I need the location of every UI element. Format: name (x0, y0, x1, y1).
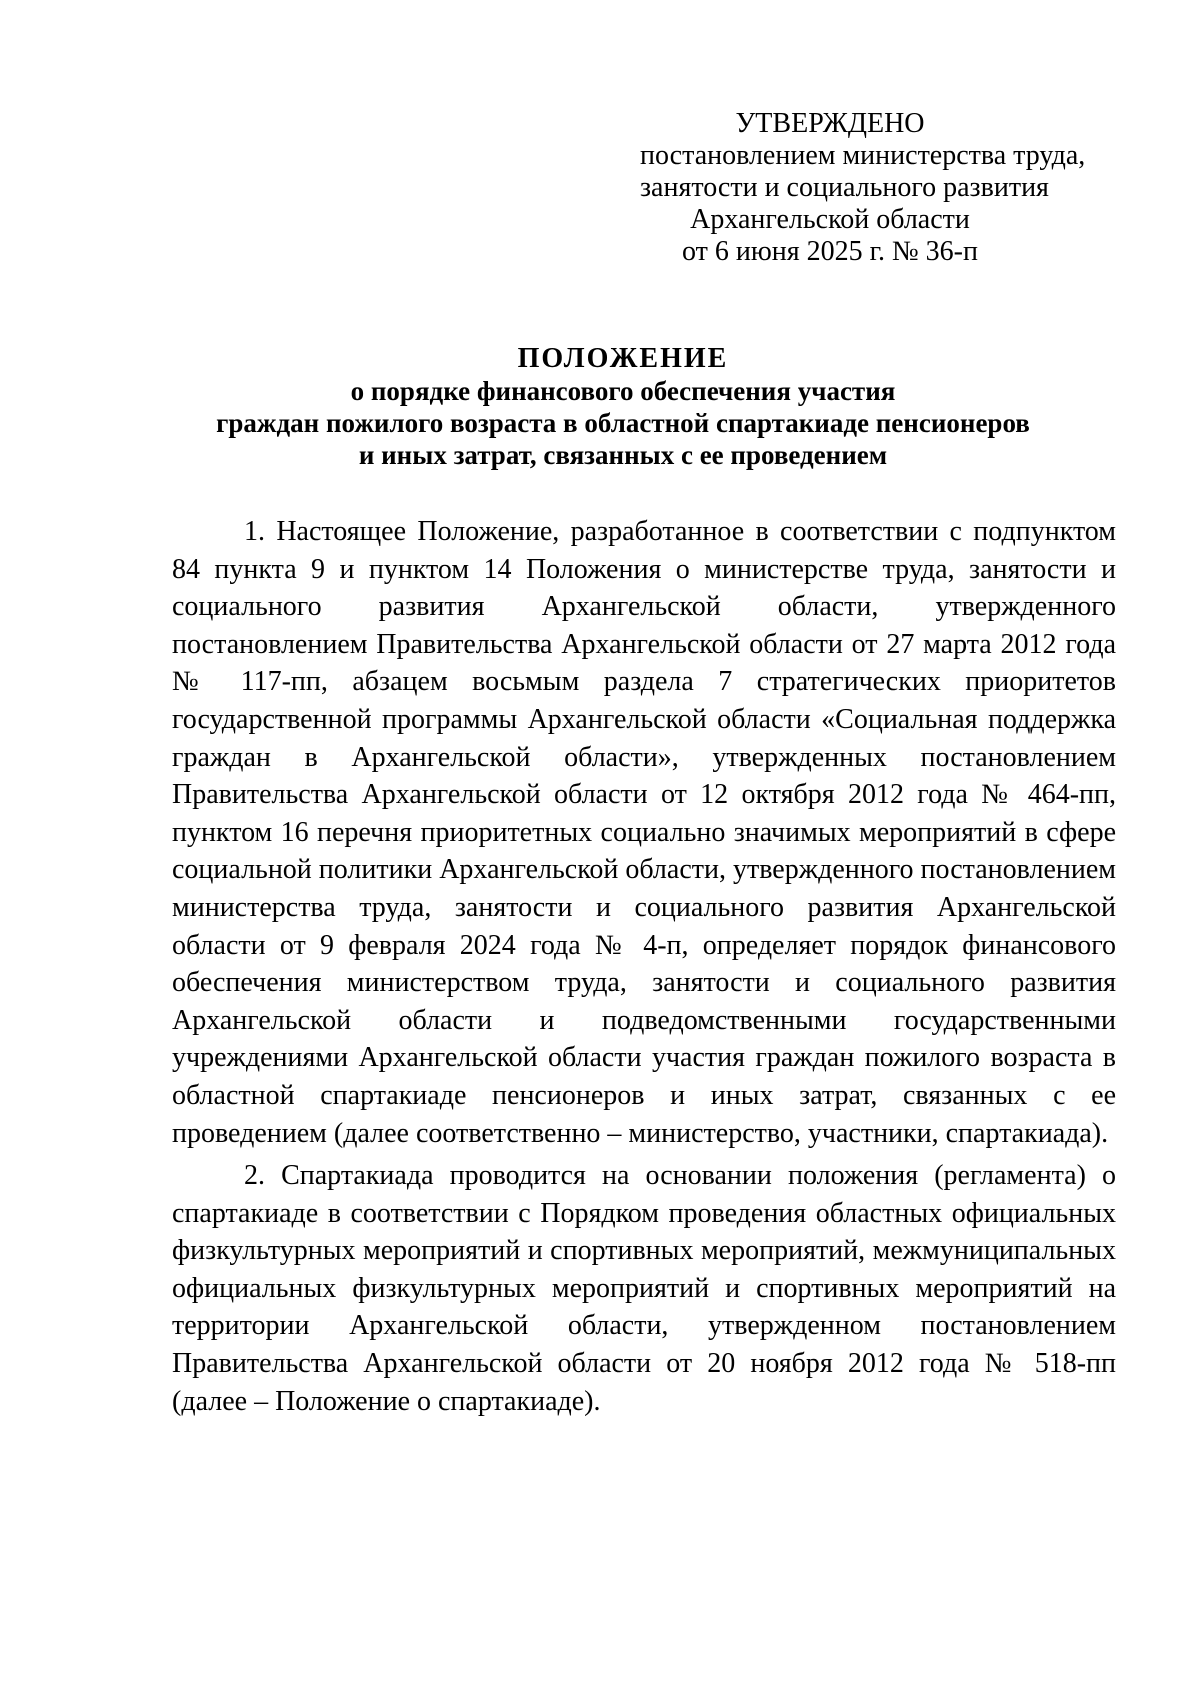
paragraph-2: 2. Спартакиада проводится на основании положения (регламента) о спартакиаде в соответствии с Порядком проведения областных официальных физкультурных мероприятий и спортивных мероприятий, межмуниципальных официальных физкультурных мероприятий и спортивных мероприятий на территории Архангельской области, утвержденном постановлением Правительства Архангельской области от 20 ноября 2012 года № 518-пп (далее – Положение о спартакиаде). (172, 1160, 1116, 1417)
approval-line: постановлением министерства труда, (640, 140, 1086, 171)
document-subtitle-line: и иных затрат, связанных с ее проведением (358, 440, 888, 470)
approval-block (640, 108, 1086, 268)
approval-stamp-title: УТВЕРЖДЕНО (735, 108, 925, 139)
document-heading (170, 343, 1076, 471)
document-subtitle-line: о порядке финансового обеспечения участия (350, 376, 896, 406)
approval-date-number: от 6 июня 2025 г. № 36-п (682, 236, 978, 267)
document-subtitle-line: граждан пожилого возраста в областной спартакиаде пенсионеров (216, 408, 1030, 438)
paragraph-1: 1. Настоящее Положение, разработанное в соответствии с подпунктом 84 пункта 9 и пунктом 14 Положения о министерстве труда, занятости и социального развития Архангельской области, утвержденного постановлением Правительства Архангельской области от 27 марта 2012 года № 117-пп, абзацем восьмым раздела 7 стратегических приоритетов государственной программы Архангельской области «Социальная поддержка граждан в Архангельской области», утвержденных постановлением Правительства Архангельской области от 12 октября 2012 года № 464-пп, пунктом 16 перечня приоритетных социально значимых мероприятий в сфере социальной политики Архангельской области, утвержденного постановлением министерства труда, занятости и социального развития Архангельской области от 9 февраля 2024 года № 4-п, определяет порядок финансового обеспечения министерством труда, занятости и социального развития Архангельской области и подведомственными государственными учреждениями Архангельской области участия граждан пожилого возраста в областной спартакиаде пенсионеров и иных затрат, связанных с ее проведением (далее соответственно – министерство, участники, спартакиада). (172, 516, 1116, 1149)
document-title: ПОЛОЖЕНИЕ (517, 343, 729, 374)
approval-line: занятости и социального развития (640, 172, 1049, 203)
approval-line: Архангельской области (690, 204, 970, 235)
document-body (172, 513, 1116, 1425)
